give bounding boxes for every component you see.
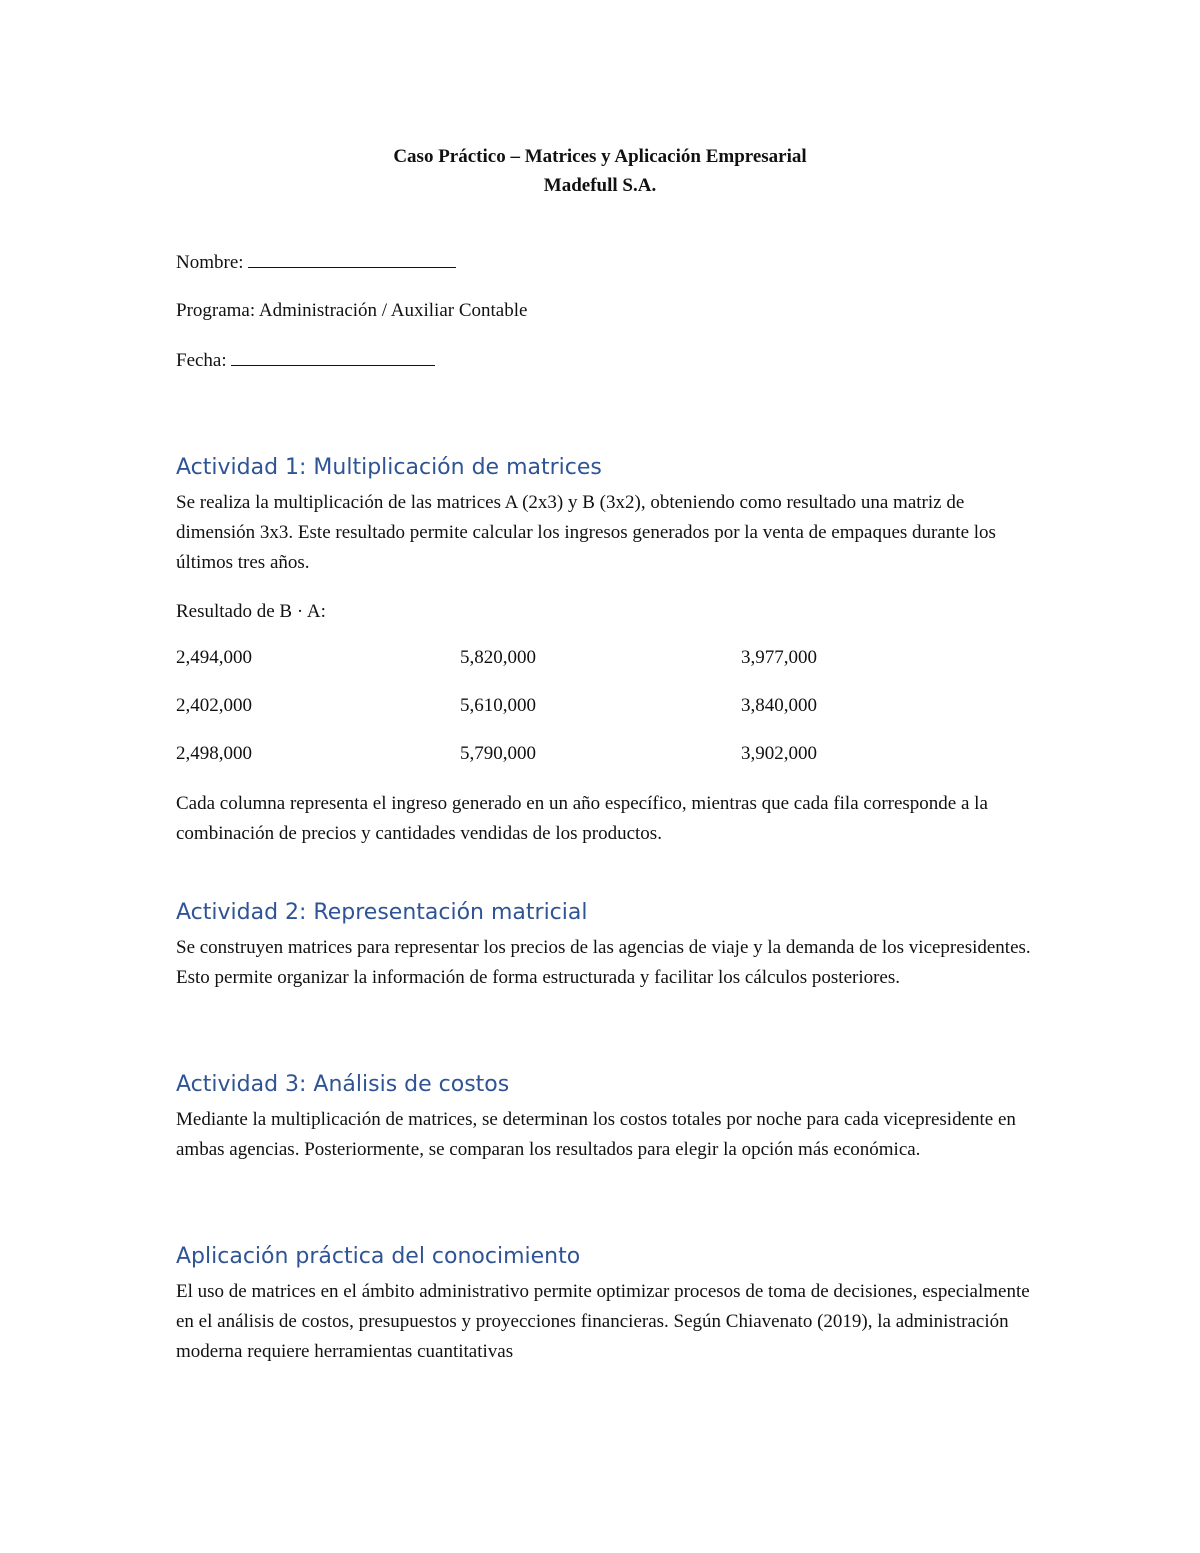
document-title: [0, 142, 1200, 200]
matrix-cell: 2,494,000: [176, 647, 252, 668]
actividad-2-text: Se construyen matrices para representar los precios de las agencias de viaje y la demanda de los vicepresidentes. Esto permite organizar la información de forma estructurada y facilitar los cálculos posteriores.: [176, 937, 1031, 988]
actividad-2-heading: Actividad 2: Representación matricial: [176, 900, 588, 925]
actividad-3-text: Mediante la multiplicación de matrices, se determinan los costos totales por noche para cada vicepresidente en ambas agencias. Posteriormente, se comparan los resultados para elegir la opción más económica.: [176, 1109, 1016, 1160]
aplicacion-heading: Aplicación práctica del conocimiento: [176, 1244, 581, 1269]
matrix-cell: 3,977,000: [741, 647, 817, 668]
programa-field: Programa: Administración / Auxiliar Contable: [176, 300, 528, 321]
title-line-2: Madefull S.A.: [543, 175, 657, 196]
actividad-1-heading: Actividad 1: Multiplicación de matrices: [176, 455, 602, 480]
actividad-1-explanation: Cada columna representa el ingreso generado en un año específico, mientras que cada fila corresponde a la combinación de precios y cantidades vendidas de los productos.: [176, 793, 988, 844]
matrix-cell: 2,498,000: [176, 743, 252, 764]
result-matrix: [176, 646, 876, 790]
nombre-field: [176, 250, 456, 275]
nombre-label: Nombre:: [176, 252, 244, 273]
result-label: Resultado de B · A:: [176, 601, 326, 622]
matrix-cell: 3,840,000: [741, 695, 817, 716]
matrix-cell: 5,820,000: [460, 647, 536, 668]
title-line-1: Caso Práctico – Matrices y Aplicación Empresarial: [393, 146, 807, 167]
actividad-1-intro: Se realiza la multiplicación de las matrices A (2x3) y B (3x2), obteniendo como resultado una matriz de dimensión 3x3. Este resultado permite calcular los ingresos generados por la venta de empaques durante los últimos tres años.: [176, 492, 996, 573]
matrix-cell: 5,610,000: [460, 695, 536, 716]
matrix-cell: 2,402,000: [176, 695, 252, 716]
matrix-cell: 5,790,000: [460, 743, 536, 764]
matrix-row: [176, 646, 876, 694]
matrix-cell: 3,902,000: [741, 743, 817, 764]
matrix-row: [176, 742, 876, 790]
actividad-3-heading: Actividad 3: Análisis de costos: [176, 1072, 510, 1097]
aplicacion-text: El uso de matrices en el ámbito administrativo permite optimizar procesos de toma de decisiones, especialmente en el análisis de costos, presupuestos y proyecciones financieras. Según Chiavenato (2019), la administración moderna requiere herramientas cuantitativas: [176, 1281, 1030, 1362]
fecha-label: Fecha:: [176, 350, 227, 371]
matrix-row: [176, 694, 876, 742]
nombre-blank-line: [248, 250, 456, 268]
fecha-field: [176, 348, 435, 373]
fecha-blank-line: [231, 348, 435, 366]
